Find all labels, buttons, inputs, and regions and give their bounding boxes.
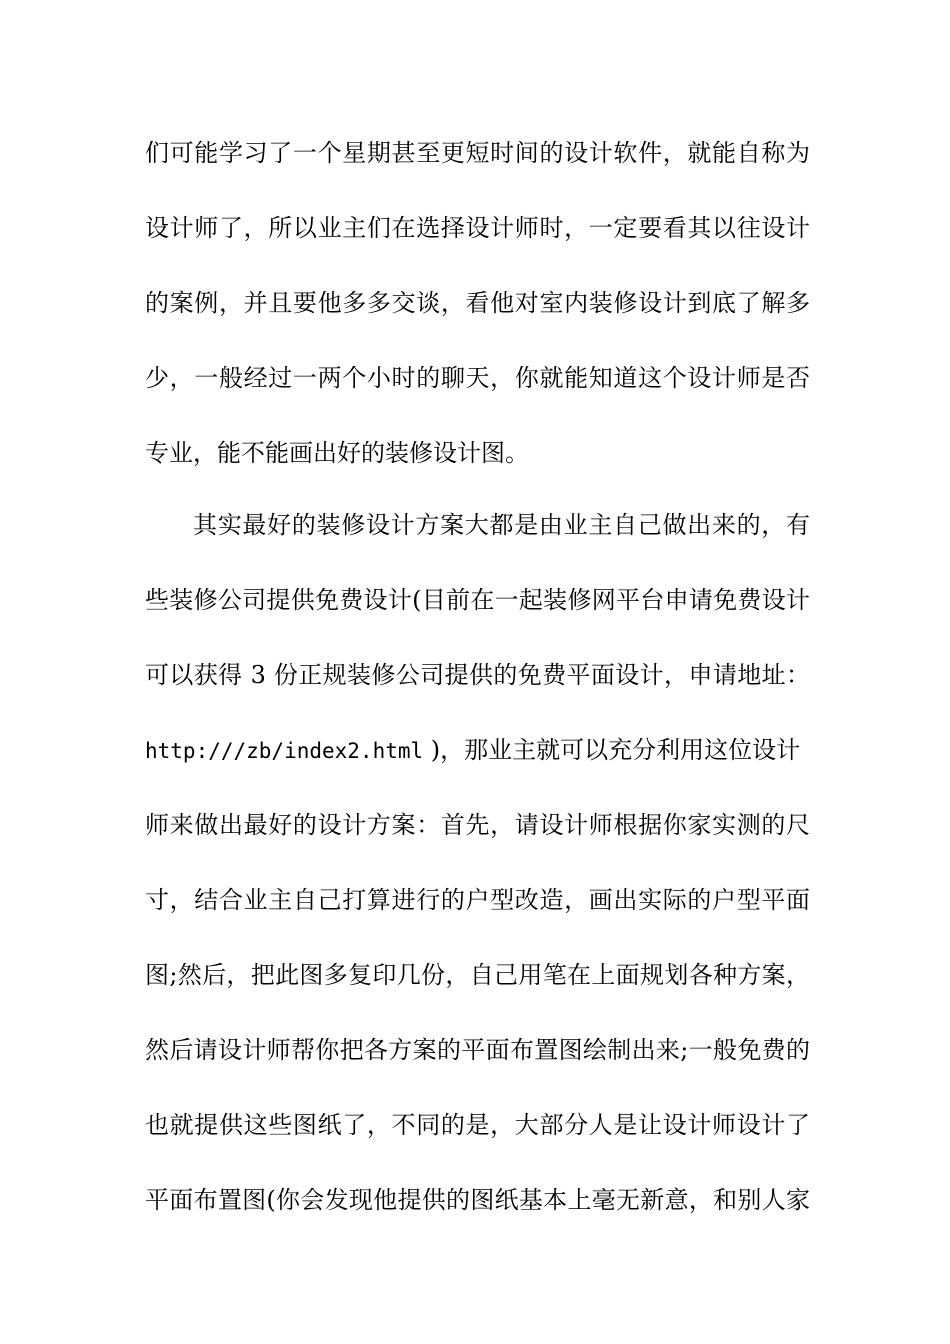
paragraph-1-line-1: 们可能学习了一个星期甚至更短时间的设计软件，就能自称为: [145, 139, 810, 167]
paragraph-2-line-2: 些装修公司提供免费设计(目前在一起装修网平台申请免费设计: [145, 586, 810, 614]
paragraph-2-line-9: 也就提供这些图纸了，不同的是，大部分人是让设计师设计了: [145, 1111, 810, 1139]
paragraph-1-line-2: 设计师了，所以业主们在选择设计师时，一定要看其以往设计: [145, 214, 810, 242]
paragraph-1-line-3: 的案例，并且要他多多交谈，看他对室内装修设计到底了解多: [145, 289, 810, 317]
paragraph-2-line-4: [145, 730, 810, 770]
paragraph-2-line-3: 可以获得 3 份正规装修公司提供的免费平面设计，申请地址：: [145, 661, 810, 689]
paragraph-2-line-7: 图;然后，把此图多复印几份，自己用笔在上面规划各种方案，: [145, 961, 810, 989]
paragraph-1-line-4: 少，一般经过一两个小时的聊天，你就能知道这个设计师是否: [145, 364, 810, 392]
paragraph-2-line-5: 师来做出最好的设计方案：首先，请设计师根据你家实测的尺: [145, 811, 810, 839]
paragraph-2-line-8: 然后请设计师帮你把各方案的平面布置图绘制出来;一般免费的: [145, 1036, 810, 1064]
paragraph-1-line-5: 专业，能不能画出好的装修设计图。: [145, 439, 529, 467]
paragraph-2-line-4-tail: )，那业主就可以充分利用这位设计: [423, 736, 801, 764]
paragraph-2-line-1: 其实最好的装修设计方案大都是由业主自己做出来的，有: [193, 511, 810, 539]
paragraph-2-line-6: 寸，结合业主自己打算进行的户型改造，画出实际的户型平面: [145, 886, 810, 914]
paragraph-2-line-10: 平面布置图(你会发现他提供的图纸基本上毫无新意，和别人家: [145, 1186, 810, 1214]
application-url-link[interactable]: http:///zb/index2.html: [145, 739, 424, 763]
